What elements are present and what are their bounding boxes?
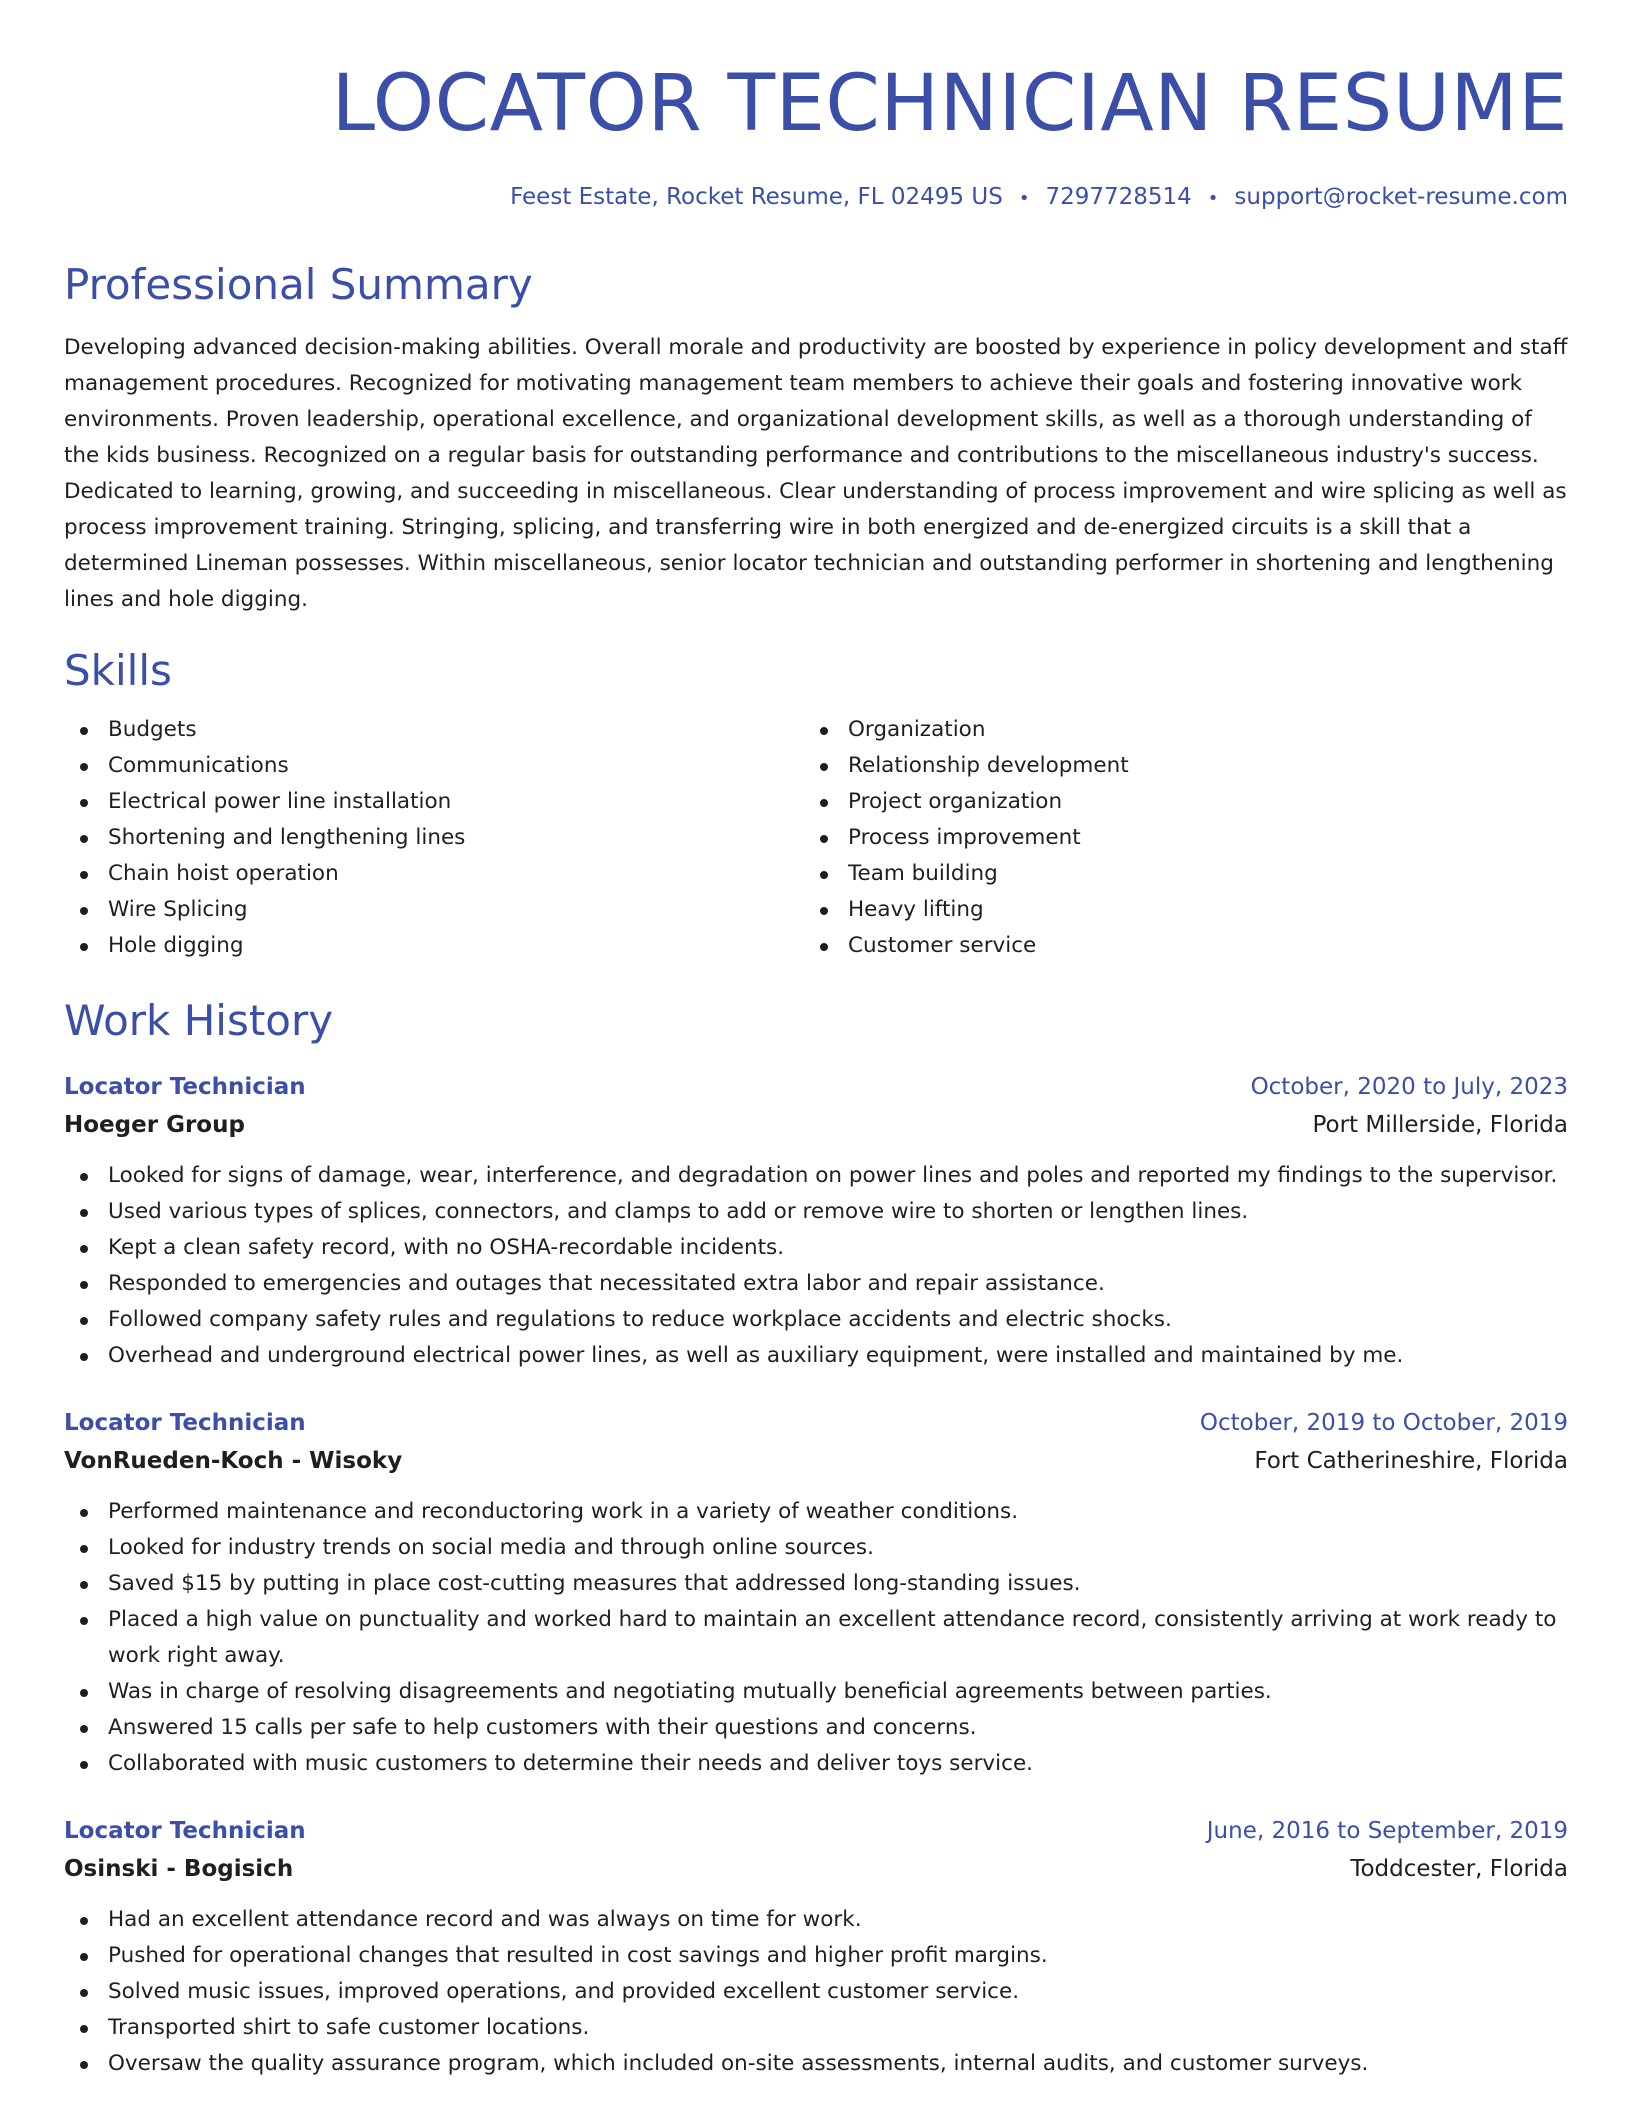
job-title-row <box>64 1068 1568 1106</box>
skill-item: Hole digging <box>64 928 804 964</box>
job-bullet: Was in charge of resolving disagreements and negotiating mutually beneficial agreements between parties. <box>64 1674 1568 1710</box>
job-company-row <box>64 1442 1568 1480</box>
skill-item: Communications <box>64 748 804 784</box>
skills-left-list <box>64 712 804 964</box>
skill-item: Project organization <box>804 784 1544 820</box>
job-title-row <box>64 1404 1568 1442</box>
skill-item: Team building <box>804 856 1544 892</box>
job-bullet: Used various types of splices, connectors, and clamps to add or remove wire to shorten or lengthen lines. <box>64 1194 1568 1230</box>
job-bullet: Looked for signs of damage, wear, interference, and degradation on power lines and poles and reported my findings to the supervisor. <box>64 1158 1568 1194</box>
job-bullet: Transported shirt to safe customer locations. <box>64 2010 1568 2046</box>
contact-phone: 7297728514 <box>1045 184 1192 210</box>
job-bullet: Overhead and underground electrical power lines, as well as auxiliary equipment, were installed and maintained by me. <box>64 1338 1568 1374</box>
skills-section <box>64 644 1568 964</box>
skill-item: Relationship development <box>804 748 1544 784</box>
job-bullet: Kept a clean safety record, with no OSHA-recordable incidents. <box>64 1230 1568 1266</box>
job-company: Hoeger Group <box>64 1112 245 1138</box>
job-bullets <box>64 1494 1568 1782</box>
job-dates: June, 2016 to September, 2019 <box>1206 1818 1568 1844</box>
job-dates: October, 2019 to October, 2019 <box>1199 1410 1568 1436</box>
job-bullets <box>64 1902 1568 2082</box>
job-bullet: Had an excellent attendance record and was always on time for work. <box>64 1902 1568 1938</box>
skill-item: Customer service <box>804 928 1544 964</box>
job-title-row <box>64 1812 1568 1850</box>
job-bullet: Solved music issues, improved operations, and provided excellent customer service. <box>64 1974 1568 2010</box>
summary-section <box>64 258 1568 618</box>
skill-item: Organization <box>804 712 1544 748</box>
summary-text: Developing advanced decision-making abilities. Overall morale and productivity are boosted by experience in policy development and staff management procedures. Recognized for motivating management team members to achieve their goals and fostering innovative work environments. Proven leadership, operational excellence, and organizational development skills, as well as a thorough understanding of the kids business. Recognized on a regular basis for outstanding performance and contributions to the miscellaneous industry's success. Dedicated to learning, growing, and succeeding in miscellaneous. Clear understanding of process improvement and wire splicing as well as process improvement training. Stringing, splicing, and transferring wire in both energized and de-energized circuits is a skill that a determined Lineman possesses. Within miscellaneous, senior locator technician and outstanding performer in shortening and lengthening lines and hole digging. <box>64 335 1568 612</box>
contact-email: support@rocket-resume.com <box>1234 184 1568 210</box>
contact-address: Feest Estate, Rocket Resume, FL 02495 US <box>510 184 1003 210</box>
skill-item: Shortening and lengthening lines <box>64 820 804 856</box>
skill-item: Budgets <box>64 712 804 748</box>
job-bullet: Looked for industry trends on social media and through online sources. <box>64 1530 1568 1566</box>
contact-line <box>64 182 1568 214</box>
job-bullet: Responded to emergencies and outages that necessitated extra labor and repair assistance. <box>64 1266 1568 1302</box>
job-company: Osinski - Bogisich <box>64 1856 294 1882</box>
job-bullet: Collaborated with music customers to determine their needs and deliver toys service. <box>64 1746 1568 1782</box>
skills-columns <box>64 712 1568 964</box>
job-company: VonRueden-Koch - Wisoky <box>64 1448 403 1474</box>
job-bullet: Placed a high value on punctuality and worked hard to maintain an excellent attendance record, consistently arriving at work ready to work right away. <box>64 1602 1568 1674</box>
job-bullet: Answered 15 calls per safe to help customers with their questions and concerns. <box>64 1710 1568 1746</box>
job-entry <box>64 1404 1568 1782</box>
job-location: Toddcester, Florida <box>1350 1856 1568 1882</box>
resume-title: LOCATOR TECHNICIAN RESUME <box>331 59 1568 149</box>
job-role: Locator Technician <box>64 1410 306 1436</box>
job-company-row <box>64 1850 1568 1888</box>
job-entry <box>64 1812 1568 2082</box>
skill-item: Electrical power line installation <box>64 784 804 820</box>
job-bullet: Oversaw the quality assurance program, which included on-site assessments, internal audits, and customer surveys. <box>64 2046 1568 2082</box>
skill-item: Chain hoist operation <box>64 856 804 892</box>
skills-right-list <box>804 712 1544 964</box>
job-company-row <box>64 1106 1568 1144</box>
job-bullet: Followed company safety rules and regulations to reduce workplace accidents and electric shocks. <box>64 1302 1568 1338</box>
job-bullet: Pushed for operational changes that resulted in cost savings and higher profit margins. <box>64 1938 1568 1974</box>
resume-header <box>64 0 1568 214</box>
contact-separator: • <box>1207 188 1219 209</box>
job-bullets <box>64 1158 1568 1374</box>
job-location: Port Millerside, Florida <box>1312 1112 1568 1138</box>
job-location: Fort Catherineshire, Florida <box>1254 1448 1568 1474</box>
skill-item: Wire Splicing <box>64 892 804 928</box>
skills-heading: Skills <box>64 646 172 695</box>
job-dates: October, 2020 to July, 2023 <box>1250 1074 1568 1100</box>
job-bullet: Performed maintenance and reconductoring work in a variety of weather conditions. <box>64 1494 1568 1530</box>
job-entry <box>64 1068 1568 1374</box>
job-role: Locator Technician <box>64 1818 306 1844</box>
skill-item: Heavy lifting <box>804 892 1544 928</box>
summary-heading: Professional Summary <box>64 260 533 309</box>
job-bullet: Saved $15 by putting in place cost-cutting measures that addressed long-standing issues. <box>64 1566 1568 1602</box>
job-role: Locator Technician <box>64 1074 306 1100</box>
work-history-section <box>64 994 1568 2082</box>
work-history-heading: Work History <box>64 996 334 1045</box>
skill-item: Process improvement <box>804 820 1544 856</box>
contact-separator: • <box>1018 188 1030 209</box>
